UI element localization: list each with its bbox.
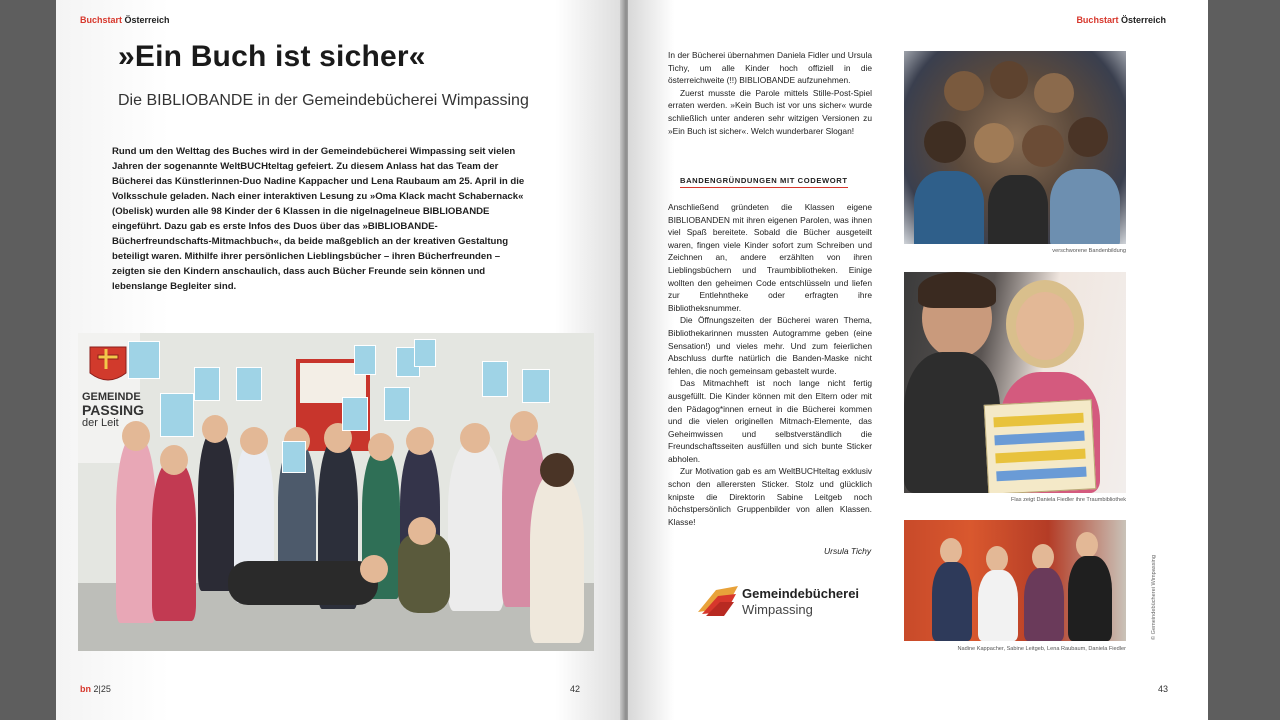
section-tag-brand: Buchstart <box>1076 15 1119 25</box>
child-head <box>360 555 388 583</box>
child-figure <box>914 171 984 244</box>
child-head <box>368 433 394 461</box>
child-figure <box>988 175 1048 244</box>
person-head <box>940 538 962 564</box>
child-figure <box>448 441 504 611</box>
drawing-stripe <box>994 431 1084 446</box>
held-up-booklet <box>354 345 376 375</box>
photo-sign-line: der Leit <box>82 417 119 429</box>
footer-issue <box>80 684 111 694</box>
person-figure <box>978 570 1018 641</box>
child-head <box>122 421 150 451</box>
library-logo <box>696 578 866 622</box>
author-name: Ursula Tichy <box>824 546 872 556</box>
held-up-booklet <box>482 361 508 397</box>
held-up-booklet <box>282 441 306 473</box>
text-column-upper <box>668 49 872 137</box>
body-paragraph: Das Mitmachheft ist noch lange nicht fertig ausgefüllt. Die Kinder können mit den Eltern oder mit den Pädagog*innen erneut in die Bücherei kommen und die vielen originellen Mitmach-Elemente, das Geheimwissen und selbstverständlich die Freundschaftsseiten ausfüllen und sich bunte Sticker abholen. <box>668 378 872 464</box>
person-figure <box>1024 568 1064 641</box>
child-figure <box>228 561 378 605</box>
child-head <box>160 445 188 475</box>
child-hair <box>974 123 1014 163</box>
body-paragraph: In der Bücherei übernahmen Daniela Fidler und Ursula Tichy, um alle Kinder hoch offiziell in die österreichweite (!!) BIBLIOBANDE aufzunehmen. <box>668 50 872 86</box>
section-tag-country: Österreich <box>124 15 170 25</box>
text-column-lower <box>668 201 872 528</box>
child-hair <box>1034 73 1074 113</box>
child-figure <box>1050 169 1120 244</box>
body-paragraph: Die Öffnungszeiten der Bücherei waren Thema, Bibliothekarinnen mussten Autogramme geben (eine Sensation!) und vieles mehr. Und zum feierlichen Abschluss durfte natürlich die Banden-Maske nicht fehlen, die noch gemeinsam gebastelt wurde. <box>668 315 872 376</box>
child-head <box>510 411 538 441</box>
child-figure <box>116 437 156 623</box>
held-up-booklet <box>160 393 194 437</box>
child-hair <box>990 61 1028 99</box>
footer-brand: bn <box>80 684 91 694</box>
article-subtitle: Die BIBLIOBANDE in der Gemeindebücherei Wimpassing <box>118 92 529 109</box>
held-up-booklet <box>236 367 262 401</box>
section-heading: BANDENGRÜNDUNGEN MIT CODEWORT <box>680 176 848 188</box>
child-head <box>408 517 436 545</box>
logo-subtitle: Wimpassing <box>742 602 813 617</box>
left-page <box>56 0 624 720</box>
child-figure <box>152 461 196 621</box>
huddle-photo <box>904 51 1126 244</box>
photo-caption: Flas zeigt Daniela Fiedler ihre Traumbibliothek <box>1010 497 1126 503</box>
child-head <box>240 427 268 455</box>
drawing-stripe <box>995 449 1085 464</box>
child-head <box>1016 292 1074 360</box>
photo-sign-line: PASSING <box>82 402 144 418</box>
person-figure <box>932 562 972 641</box>
person-head <box>1076 532 1098 558</box>
section-tag <box>1076 15 1166 25</box>
section-tag <box>80 15 170 25</box>
photo-sign-line: GEMEINDE <box>82 391 141 403</box>
article-lead: Rund um den Welttag des Buches wird in der Gemeindebücherei Wimpassing seit vielen Jahren der sogenannte WeltBUCHteltag gefeiert. Zu diesem Anlass hat das Team der Bücherei das Künstlerinnen-Duo Nadine Kappacher und Lena Raubaum am 25. April in die Volksschule geladen. Nach einer interaktiven Lesung zu »Oma Klack macht Schabernack« (Obelisk) wurden alle 98 Kinder der 6 Klassen in die nigelnagelneue BIBLIOBANDE eingeführt. Dazu gab es erste Infos des Duos über das »BIBLIOBANDE-Bücherfreundschafts-Mitmachbuch«, da beide maßgeblich an der kreativen Gestaltung beteiligt waren. Mithilfe ihrer persönlichen Lieblingsbücher – ihren Bücherfreunden – zeigten sie den Kindern anschaulich, dass auch Bücher Freunde sein können und lebenslange Begleiter sind. <box>112 146 525 292</box>
right-page <box>628 0 1208 720</box>
child-head <box>406 427 434 455</box>
child-figure <box>398 533 450 613</box>
group-photo <box>78 333 594 651</box>
section-tag-brand: Buchstart <box>80 15 123 25</box>
child-hair <box>924 121 966 163</box>
child-figure <box>530 473 584 643</box>
body-paragraph: Anschließend gründeten die Klassen eigene BIBLIOBANDEN mit ihren eigenen Parolen, was ihnen viel Spaß bereitete. Sobald die Bücher ausgeteilt waren, fingen viele Kinder sofort zum Schreiben und Zeichnen an, andere erzählten von ihren Lieblingsbüchern und Traumbibliotheken. Einige wollten den geheimen Code entschlüsseln und liefen zur Entlehntheke oder erfragten ihre Bibliotheksnummer. <box>668 202 872 313</box>
held-up-booklet <box>128 341 160 379</box>
page-number: 42 <box>570 684 581 694</box>
footer-issue-number: 2|25 <box>93 684 111 694</box>
person-figure <box>1068 556 1112 641</box>
child-figure <box>198 431 234 591</box>
section-tag-country: Österreich <box>1120 15 1166 25</box>
drawing-stripe <box>996 467 1086 482</box>
body-paragraph: Zuerst musste die Parole mittels Stille-Post-Spiel erraten werden. »Kein Buch ist vor uns sicher« wurde schließlich unter anderen sehr witzigen Versionen zu »Ein Buch ist sicher«. Welch wunderbarer Slogan! <box>668 87 872 136</box>
team-photo <box>904 520 1126 641</box>
held-up-booklet <box>522 369 550 403</box>
page-number: 43 <box>1158 684 1169 694</box>
held-up-booklet <box>342 397 368 431</box>
held-up-booklet <box>194 367 220 401</box>
body-paragraph: Zur Motivation gab es am WeltBUCHteltag exklusiv schon den allerersten Sticker. Stolz und glücklich knipste die Direktorin Sabine Leitgeb noch höchstpersönlich Gruppenbilder von allen Klassen. Klasse! <box>668 466 872 527</box>
child-hair <box>1022 125 1064 167</box>
photo-caption: verschworene Bandenbildung <box>1052 248 1126 254</box>
held-up-booklet <box>414 339 436 367</box>
photo-caption: Nadine Kappacher, Sabine Leitgeb, Lena Raubaum, Daniela Fiedler <box>957 646 1126 652</box>
drawing-photo <box>904 272 1126 493</box>
child-head <box>460 423 490 453</box>
child-hair <box>1068 117 1108 157</box>
person-head <box>986 546 1008 572</box>
article-title: »Ein Buch ist sicher« <box>118 40 426 73</box>
child-drawing <box>984 399 1097 493</box>
child-hair <box>944 71 984 111</box>
held-up-booklet <box>384 387 410 421</box>
photo-credit: © Gemeindebücherei Wimpassing <box>1151 555 1157 640</box>
drawing-stripe <box>993 413 1083 428</box>
adult-hair <box>918 272 996 308</box>
child-hair <box>540 453 574 487</box>
book-logo-icon <box>696 582 740 618</box>
person-head <box>1032 544 1054 570</box>
logo-title: Gemeindebücherei <box>742 586 860 601</box>
child-head <box>202 415 228 443</box>
